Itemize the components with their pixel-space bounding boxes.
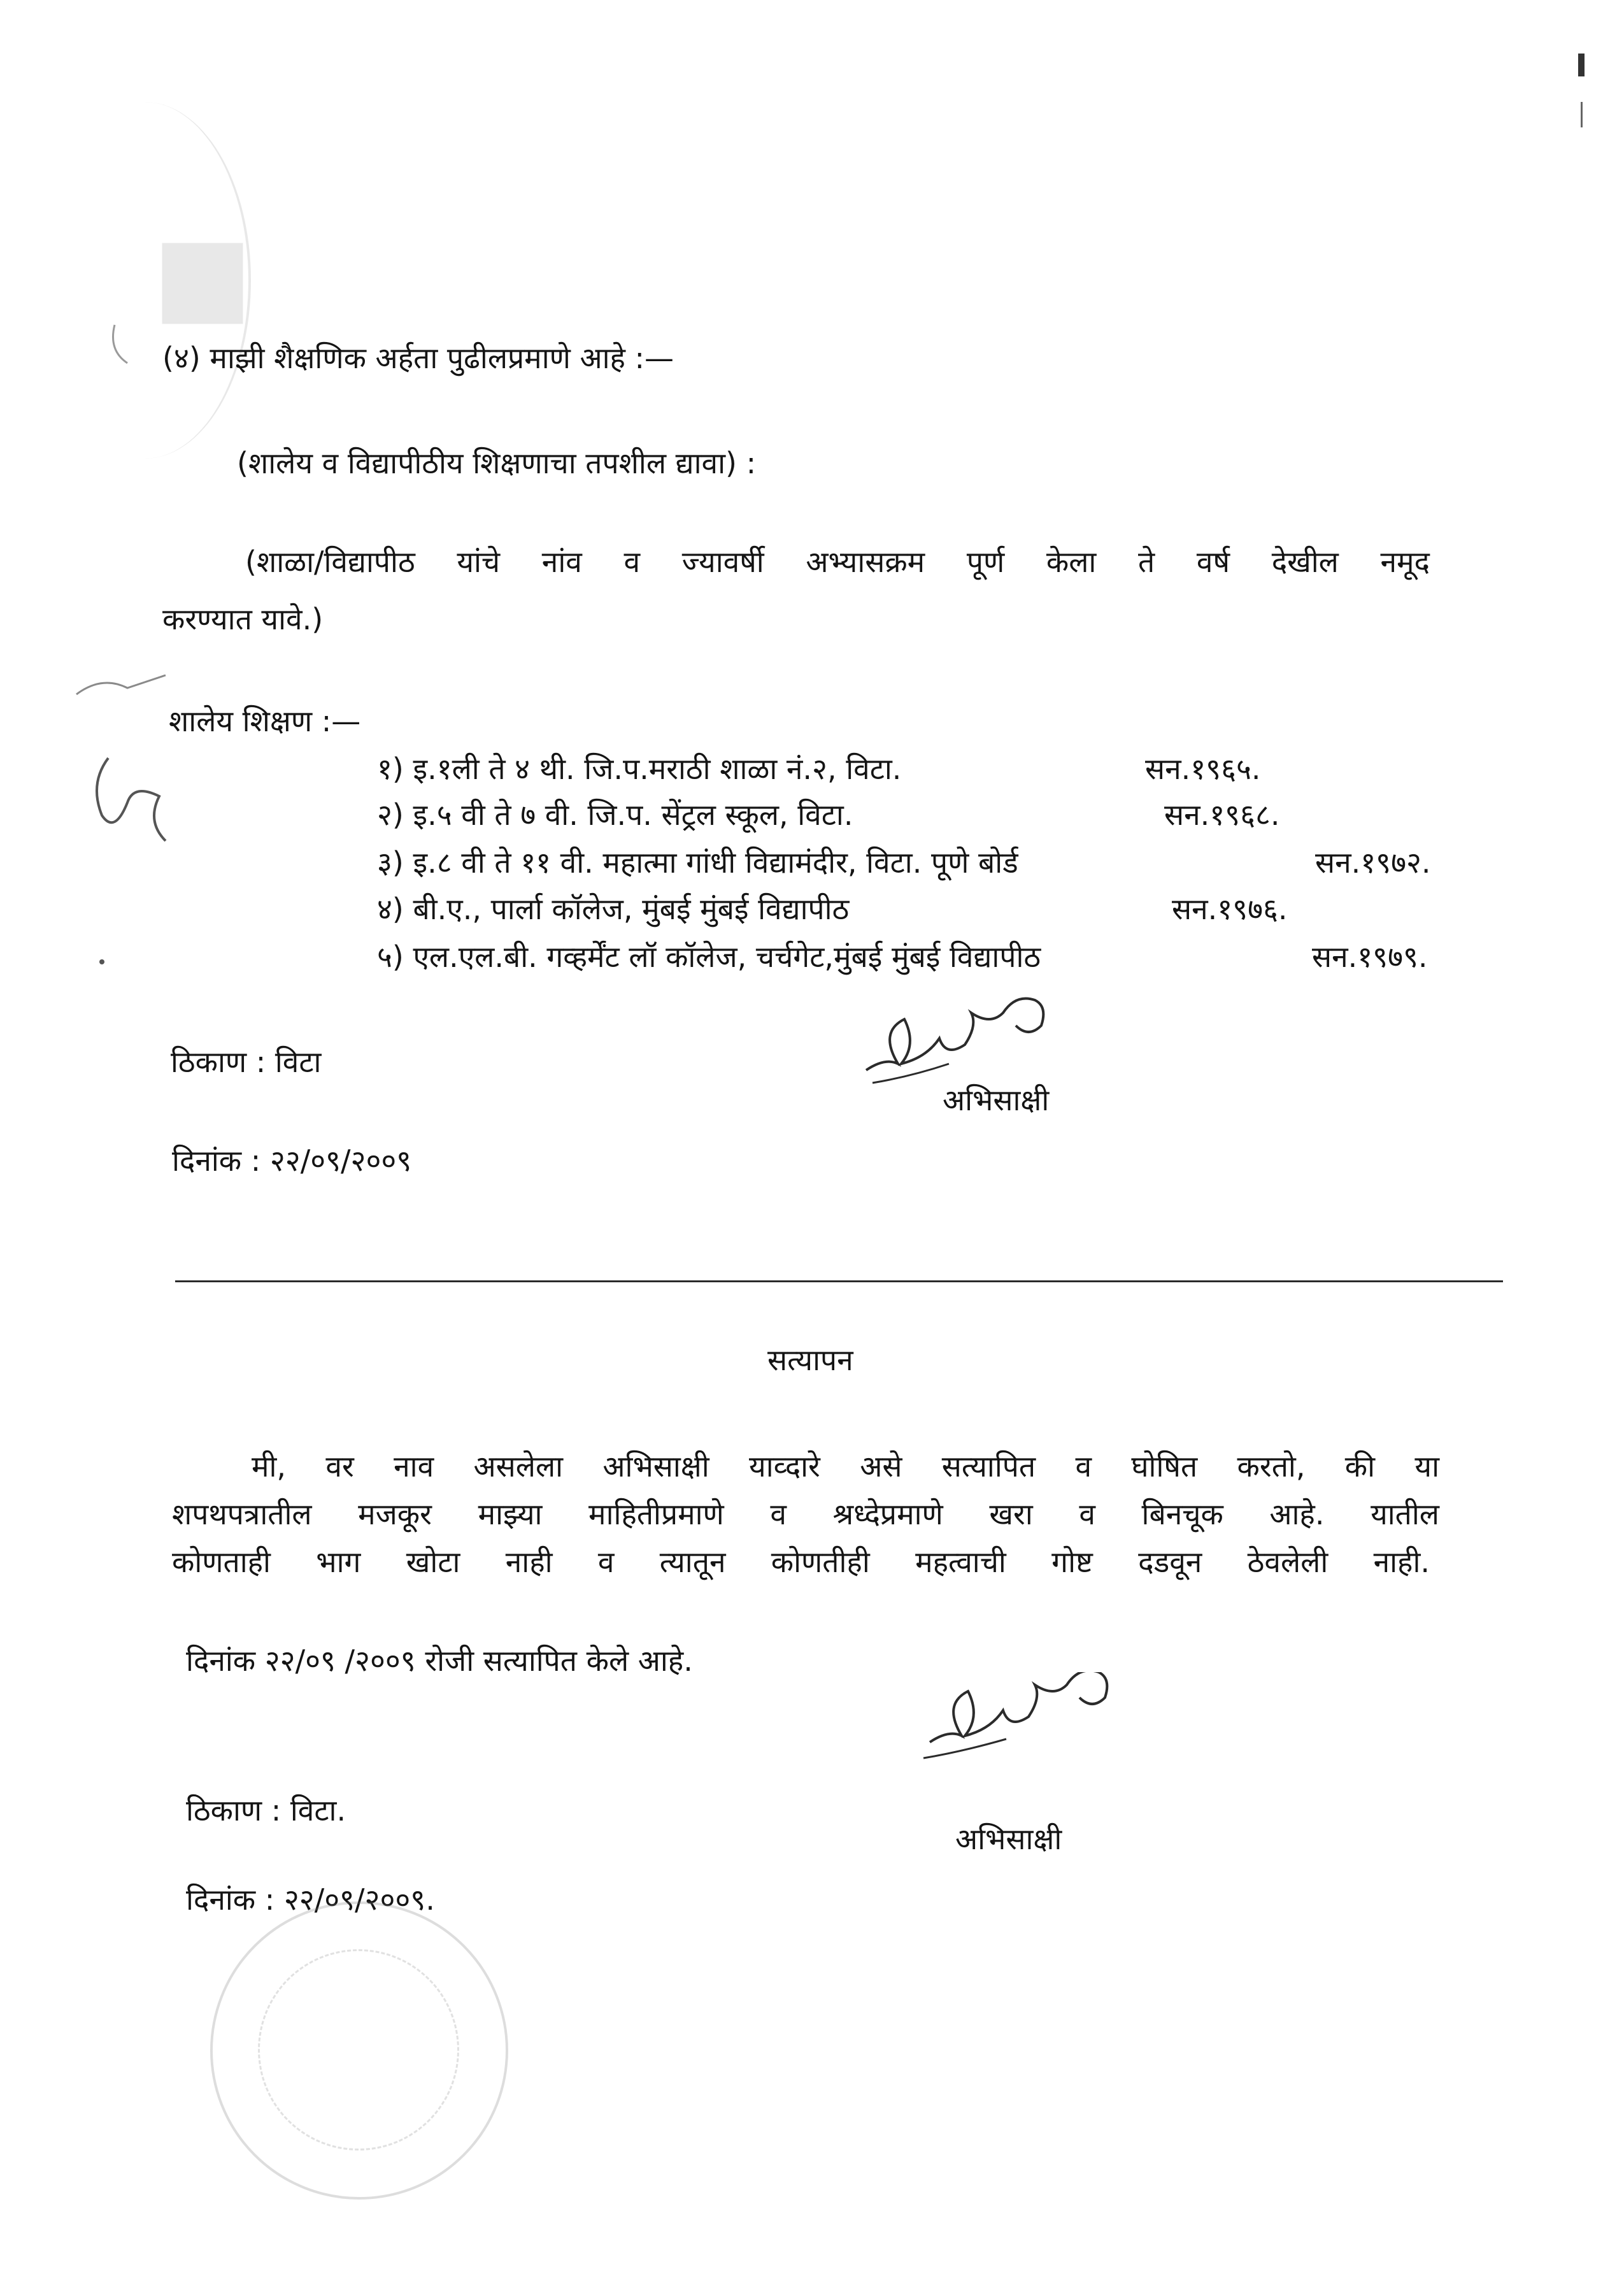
list-item-year: सन.१९७२. [1315,845,1431,880]
list-item-year: सन.१९६५. [1145,752,1261,786]
place-field: ठिकाण : विटा [171,1045,322,1079]
section-divider [175,1280,1503,1282]
signatory-label: अभिसाक्षी [943,1083,1050,1117]
signatory-label: अभिसाक्षी [955,1822,1062,1856]
signature [917,1672,1121,1780]
list-item: ३) इ.८ वी ते ११ वी. महात्मा गांधी विद्यामंदीर, विटा. पूणे बोर्ड [377,845,1018,880]
education-note-line2: करण्यात यावे.) [162,602,324,636]
faded-edge-stamp [38,102,251,459]
notary-stamp-inner-ring [258,1949,459,2151]
verification-title: सत्यापन [767,1343,853,1377]
verification-place: ठिकाण : विटा. [186,1793,346,1828]
school-education-heading: शालेय शिक्षण :— [169,704,361,738]
education-note-line1: (शाळा/विद्यापीठ यांचे नांव व ज्यावर्षी अभ्यासक्रम पूर्ण केला ते वर्ष देखील नमूद [245,545,1430,579]
verification-date: दिनांक : २२/०९/२००९. [186,1882,435,1917]
list-item: ५) एल.एल.बी. गव्हर्मेंट लॉ कॉलेज, चर्चगेट,मुंबई मुंबई विद्यापीठ [377,940,1041,974]
education-intro: (४) माझी शैक्षणिक अर्हता पुढीलप्रमाणे आहे :— [162,341,674,375]
list-item: २) इ.५ वी ते ७ वी. जि.प. सेंट्रल स्कूल, विटा. [377,798,853,832]
list-item: ४) बी.ए., पार्ला कॉलेज, मुंबई मुंबई विद्यापीठ [377,892,850,926]
education-instruction: (शालेय व विद्यापीठीय शिक्षणाचा तपशील द्यावा) : [237,446,757,480]
verification-paragraph-line1: मी, वर नाव असलेला अभिसाक्षी याव्दारे असे सत्यापित व घोषित करतो, की या [252,1449,1439,1484]
date-field: दिनांक : २२/०९/२००९ [172,1143,412,1178]
verification-statement: दिनांक २२/०९ /२००९ रोजी सत्यापित केले आहे. [186,1643,693,1678]
top-right-mark [1573,51,1592,140]
list-item-year: सन.१९७९. [1312,940,1428,974]
list-item-year: सन.१९७६. [1172,892,1288,926]
list-item-year: सन.१९६८. [1164,798,1280,832]
verification-paragraph-line3: कोणताही भाग खोटा नाही व त्यातून कोणतीही महत्वाची गोष्ट दडवून ठेवलेली नाही. [172,1545,1430,1579]
list-item: १) इ.१ली ते ४ थी. जि.प.मराठी शाळा नं.२, विटा. [377,752,902,786]
verification-paragraph-line2: शपथपत्रातील मजकूर माझ्या माहितीप्रमाणे व श्रध्देप्रमाणे खरा व बिनचूक आहे. यातील [172,1497,1439,1531]
